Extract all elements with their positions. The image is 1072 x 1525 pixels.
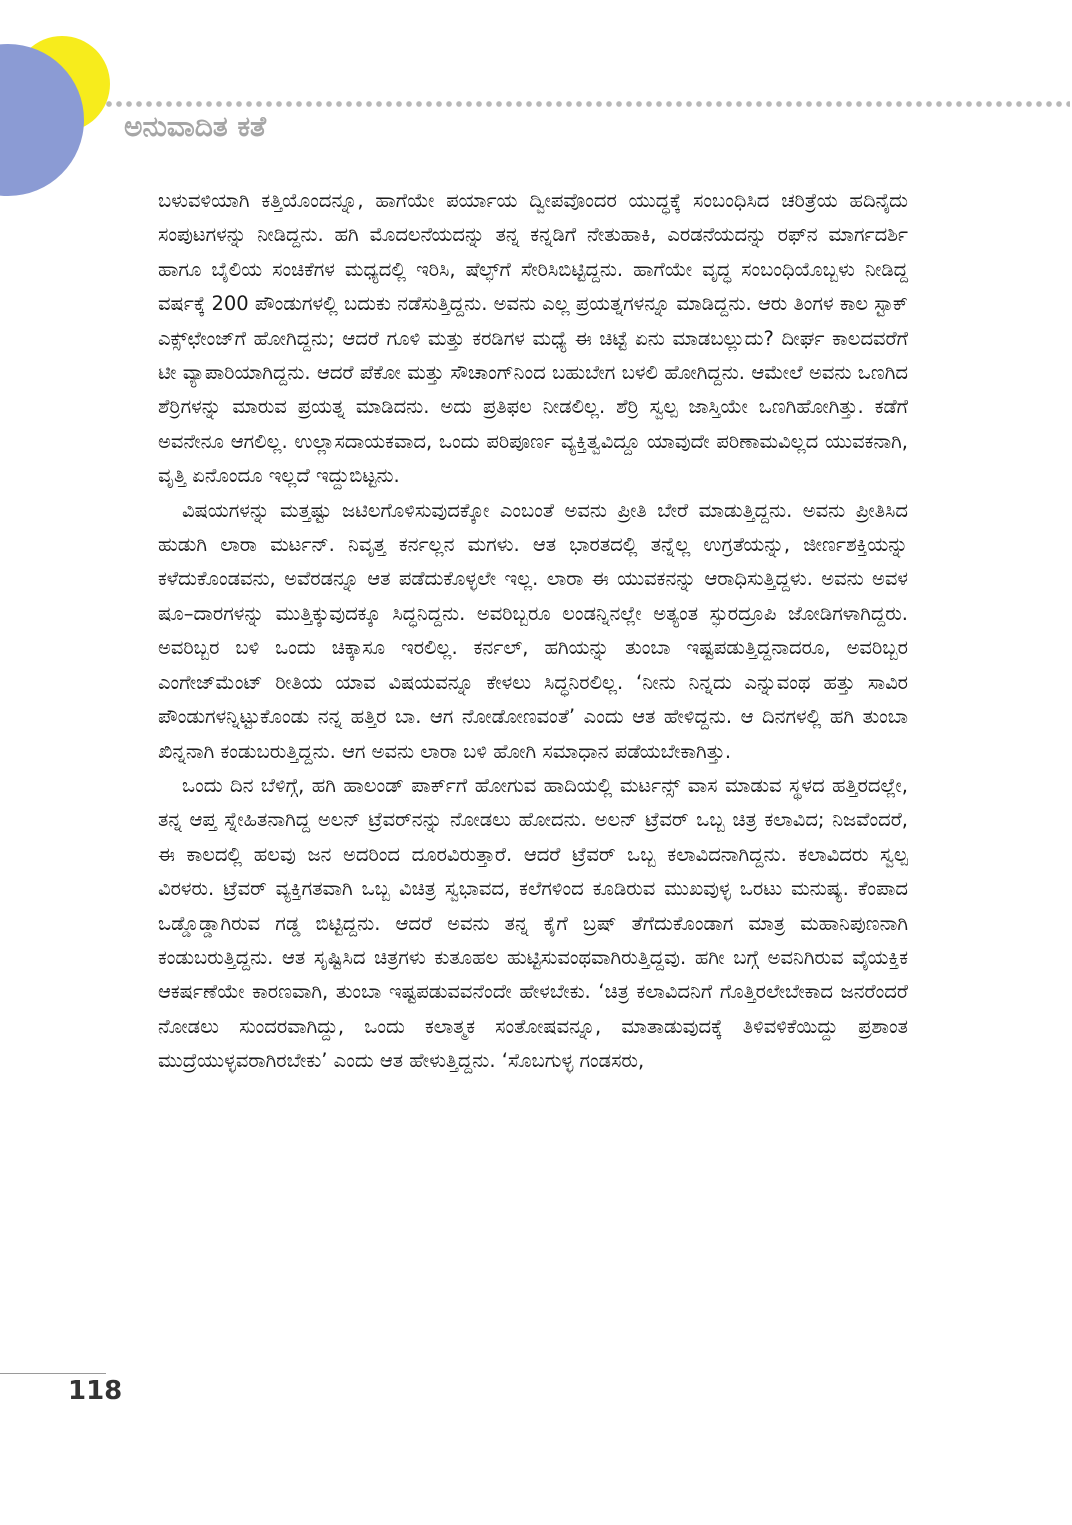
story-body xyxy=(158,184,908,1079)
page-number: 118 xyxy=(68,1376,123,1406)
section-title: ಅನುವಾದಿತ ಕತೆ xyxy=(124,110,267,143)
paragraph-3: ಒಂದು ದಿನ ಬೆಳಿಗ್ಗೆ, ಹಗಿ ಹಾಲಂಡ್ ಪಾರ್ಕ್‌ಗೆ ಹೋಗುವ ಹಾದಿಯಲ್ಲಿ ಮರ್ಟನ್ಸ್ ವಾಸ ಮಾಡುವ ಸ್ಥಳದ ಹತ್ತಿರದಲ್ಲೇ, ತನ್ನ ಆಪ್ತ ಸ್ನೇಹಿತನಾಗಿದ್ದ ಅಲನ್ ಟ್ರೆವರ್‌ನನ್ನು ನೋಡಲು ಹೋದನು. ಅಲನ್ ಟ್ರೆವರ್ ಒಬ್ಬ ಚಿತ್ರ ಕಲಾವಿದ; ನಿಜವೆಂದರೆ, ಈ ಕಾಲದಲ್ಲಿ ಹಲವು ಜನ ಅದರಿಂದ ದೂರವಿರುತ್ತಾರೆ. ಆದರೆ ಟ್ರೆವರ್ ಒಬ್ಬ ಕಲಾವಿದನಾಗಿದ್ದನು. ಕಲಾವಿದರು ಸ್ವಲ್ಪ ವಿರಳರು. ಟ್ರೆವರ್ ವ್ಯಕ್ತಿಗತವಾಗಿ ಒಬ್ಬ ವಿಚಿತ್ರ ಸ್ವಭಾವದ, ಕಲೆಗಳಿಂದ ಕೂಡಿರುವ ಮುಖವುಳ್ಳ ಒರಟು ಮನುಷ್ಯ. ಕೆಂಪಾದ ಒಡ್ಡೊಡ್ಡಾಗಿರುವ ಗಡ್ಡ ಬಿಟ್ಟಿದ್ದನು. ಆದರೆ ಅವನು ತನ್ನ ಕೈಗೆ ಬ್ರಷ್ ತೆಗೆದುಕೊಂಡಾಗ ಮಾತ್ರ ಮಹಾನಿಪುಣನಾಗಿ ಕಂಡುಬರುತ್ತಿದ್ದನು. ಆತ ಸೃಷ್ಟಿಸಿದ ಚಿತ್ರಗಳು ಕುತೂಹಲ ಹುಟ್ಟಿಸುವಂಥವಾಗಿರುತ್ತಿದ್ದವು. ಹಗೀ ಬಗ್ಗೆ ಅವನಿಗಿರುವ ವೈಯಕ್ತಿಕ ಆಕರ್ಷಣೆಯೇ ಕಾರಣವಾಗಿ, ತುಂಬಾ ಇಷ್ಟಪಡುವವನೆಂದೇ ಹೇಳಬೇಕು. ‘ಚಿತ್ರ ಕಲಾವಿದನಿಗೆ ಗೊತ್ತಿರಲೇಬೇಕಾದ ಜನರೆಂದರೆ ನೋಡಲು ಸುಂದರವಾಗಿದ್ದು, ಒಂದು ಕಲಾತ್ಮಕ ಸಂತೋಷವನ್ನೂ, ಮಾತಾಡುವುದಕ್ಕೆ ತಿಳಿವಳಿಕೆಯಿದ್ದು ಪ್ರಶಾಂತ ಮುದ್ರೆಯುಳ್ಳವರಾಗಿರಬೇಕು’ ಎಂದು ಆತ ಹೇಳುತ್ತಿದ್ದನು. ‘ಸೊಬಗುಳ್ಳ ಗಂಡಸರು, xyxy=(158,773,908,1073)
footer-rule xyxy=(0,1373,106,1374)
header-dotted-rule xyxy=(104,99,1070,109)
paragraph-1: ಬಳುವಳಿಯಾಗಿ ಕತ್ತಿಯೊಂದನ್ನೂ, ಹಾಗೆಯೇ ಪರ್ಯಾಯ ದ್ವೀಪವೊಂದರ ಯುದ್ಧಕ್ಕೆ ಸಂಬಂಧಿಸಿದ ಚರಿತ್ರೆಯ ಹದಿನೈದು ಸಂಪುಟಗಳನ್ನು ನೀಡಿದ್ದನು. ಹಗಿ ಮೊದಲನೆಯದನ್ನು ತನ್ನ ಕನ್ನಡಿಗೆ ನೇತುಹಾಕಿ, ಎರಡನೆಯದನ್ನು ರಫ್‌ನ ಮಾರ್ಗದರ್ಶಿ ಹಾಗೂ ಬೈಲಿಯ ಸಂಚಿಕೆಗಳ ಮಧ್ಯದಲ್ಲಿ ಇರಿಸಿ, ಷೆಲ್ಫ್‌ಗೆ ಸೇರಿಸಿಬಿಟ್ಟಿದ್ದನು. ಹಾಗೆಯೇ ವೃದ್ಧ ಸಂಬಂಧಿಯೊಬ್ಬಳು ನೀಡಿದ್ದ ವರ್ಷಕ್ಕೆ 200 ಪೌಂಡುಗಳಲ್ಲಿ ಬದುಕು ನಡೆಸುತ್ತಿದ್ದನು. ಅವನು ಎಲ್ಲ ಪ್ರಯತ್ನಗಳನ್ನೂ ಮಾಡಿದ್ದನು. ಆರು ತಿಂಗಳ ಕಾಲ ಸ್ಟಾಕ್ ಎಕ್ಸ್‌ಛೇಂಜ್‌ಗೆ ಹೋಗಿದ್ದನು; ಆದರೆ ಗೂಳಿ ಮತ್ತು ಕರಡಿಗಳ ಮಧ್ಯೆ ಈ ಚಿಟ್ಟೆ ಏನು ಮಾಡಬಲ್ಲುದು? ದೀರ್ಘ ಕಾಲದವರೆಗೆ ಟೀ ವ್ಯಾಪಾರಿಯಾಗಿದ್ದನು. ಆದರೆ ಪೆಕೋ ಮತ್ತು ಸೌಚಾಂಗ್‌ನಿಂದ ಬಹುಬೇಗ ಬಳಲಿ ಹೋಗಿದ್ದನು. ಆಮೇಲೆ ಅವನು ಒಣಗಿದ ಶೆರ್ರಿಗಳನ್ನು ಮಾರುವ ಪ್ರಯತ್ನ ಮಾಡಿದನು. ಅದು ಪ್ರತಿಫಲ ನೀಡಲಿಲ್ಲ. ಶೆರ್ರಿ ಸ್ವಲ್ಪ ಜಾಸ್ತಿಯೇ ಒಣಗಿಹೋಗಿತ್ತು. ಕಡೆಗೆ ಅವನೇನೂ ಆಗಲಿಲ್ಲ. ಉಲ್ಲಾಸದಾಯಕವಾದ, ಒಂದು ಪರಿಪೂರ್ಣ ವ್ಯಕ್ತಿತ್ವವಿದ್ದೂ ಯಾವುದೇ ಪರಿಣಾಮವಿಲ್ಲದ ಯುವಕನಾಗಿ, ವೃತ್ತಿ ಏನೊಂದೂ ಇಲ್ಲದೆ ಇದ್ದುಬಿಟ್ಟನು. xyxy=(158,189,908,488)
paragraph-2: ವಿಷಯಗಳನ್ನು ಮತ್ತಷ್ಟು ಜಟಿಲಗೊಳಿಸುವುದಕ್ಕೋ ಎಂಬಂತೆ ಅವನು ಪ್ರೀತಿ ಬೇರೆ ಮಾಡುತ್ತಿದ್ದನು. ಅವನು ಪ್ರೀತಿಸಿದ ಹುಡುಗಿ ಲಾರಾ ಮರ್ಟನ್. ನಿವೃತ್ತ ಕರ್ನಲ್ಲನ ಮಗಳು. ಆತ ಭಾರತದಲ್ಲಿ ತನ್ನೆಲ್ಲ ಉಗ್ರತೆಯನ್ನು, ಜೀರ್ಣಶಕ್ತಿಯನ್ನು ಕಳೆದುಕೊಂಡವನು, ಅವೆರಡನ್ನೂ ಆತ ಪಡೆದುಕೊಳ್ಳಲೇ ಇಲ್ಲ. ಲಾರಾ ಈ ಯುವಕನನ್ನು ಆರಾಧಿಸುತ್ತಿದ್ದಳು. ಅವನು ಅವಳ ಷೂ–ದಾರಗಳನ್ನು ಮುತ್ತಿಕ್ಕುವುದಕ್ಕೂ ಸಿದ್ಧನಿದ್ದನು. ಅವರಿಬ್ಬರೂ ಲಂಡನ್ನಿನಲ್ಲೇ ಅತ್ಯಂತ ಸ್ಫುರದ್ರೂಪಿ ಜೋಡಿಗಳಾಗಿದ್ದರು. ಅವರಿಬ್ಬರ ಬಳಿ ಒಂದು ಚಿಕ್ಕಾಸೂ ಇರಲಿಲ್ಲ. ಕರ್ನಲ್, ಹಗಿಯನ್ನು ತುಂಬಾ ಇಷ್ಟಪಡುತ್ತಿದ್ದನಾದರೂ, ಅವರಿಬ್ಬರ ಎಂಗೇಜ್‌ಮೆಂಟ್ ರೀತಿಯ ಯಾವ ವಿಷಯವನ್ನೂ ಕೇಳಲು ಸಿದ್ಧನಿರಲಿಲ್ಲ. ‘ನೀನು ನಿನ್ನದು ಎನ್ನುವಂಥ ಹತ್ತು ಸಾವಿರ ಪೌಂಡುಗಳನ್ನಿಟ್ಟುಕೊಂಡು ನನ್ನ ಹತ್ತಿರ ಬಾ. ಆಗ ನೋಡೋಣವಂತೆ’ ಎಂದು ಆತ ಹೇಳಿದ್ದನು. ಆ ದಿನಗಳಲ್ಲಿ ಹಗಿ ತುಂಬಾ ಖಿನ್ನನಾಗಿ ಕಂಡುಬರುತ್ತಿದ್ದನು. ಆಗ ಅವನು ಲಾರಾ ಬಳಿ ಹೋಗಿ ಸಮಾಧಾನ ಪಡೆಯಬೇಕಾಗಿತ್ತು. xyxy=(158,498,908,763)
